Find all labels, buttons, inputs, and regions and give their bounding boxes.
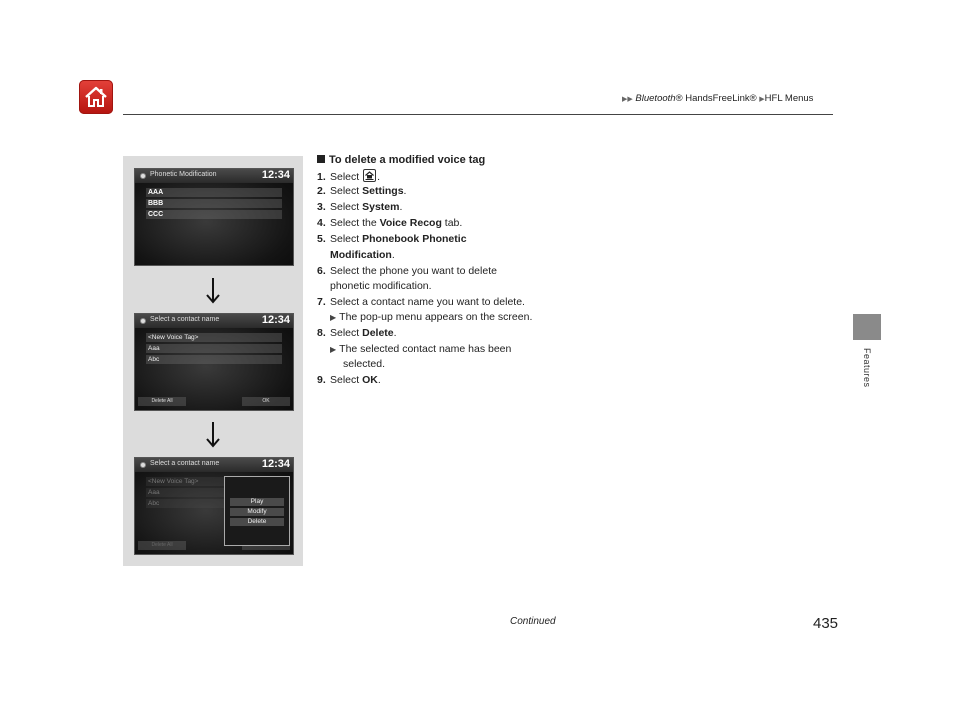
screen-clock: 12:34 [261, 169, 290, 181]
ok-button: OK [242, 397, 290, 406]
step-7-result: ▶ The pop-up menu appears on the screen. [330, 311, 533, 323]
breadcrumb-part1: Bluetooth [635, 93, 676, 104]
screen-select-contact-popup [134, 457, 294, 555]
step-2: 2. Select Settings. [317, 185, 407, 197]
down-arrow-icon [206, 278, 220, 304]
list-item: Abc [146, 499, 282, 508]
step-8-result-continued: selected. [343, 358, 386, 370]
step-5-continued: Modification. [330, 249, 395, 261]
step-7: 7. Select a contact name you want to delete. [317, 296, 525, 308]
footer-continued: Continued [510, 616, 556, 627]
down-arrow-icon [206, 422, 220, 448]
list-item: <New Voice Tag> [146, 477, 282, 486]
header-rule [123, 114, 833, 115]
list-item: Abc [146, 355, 282, 364]
screen-clock: 12:34 [261, 314, 290, 326]
list-item: AAA [146, 188, 282, 197]
delete-all-button: Delete All [138, 397, 186, 406]
list-item: Aaa [146, 488, 282, 497]
screen-clock: 12:34 [261, 458, 290, 470]
breadcrumb-part1-suffix: ® HandsFreeLink® [675, 93, 757, 104]
figure-panel [123, 156, 303, 566]
list-item: BBB [146, 199, 282, 208]
screen-header [135, 314, 293, 328]
square-bullet-icon [317, 155, 325, 163]
popup-item-delete: Delete [230, 518, 284, 526]
step-3: 3. Select System. [317, 201, 403, 213]
screen-dot-icon [140, 318, 146, 324]
popup-item-play: Play [230, 498, 284, 506]
step-9: 9. Select OK. [317, 374, 381, 386]
home-logo-icon [79, 80, 113, 114]
screen-title: Select a contact name [150, 316, 220, 323]
section-title: To delete a modified voice tag [317, 154, 485, 166]
step-4: 4. Select the Voice Recog tab. [317, 217, 463, 229]
breadcrumb-arrow-icon: ▶ [759, 96, 765, 103]
step-8-result: ▶ The selected contact name has been [330, 343, 512, 355]
list-item: <New Voice Tag> [146, 333, 282, 342]
list-item: Aaa [146, 344, 282, 353]
screen-dot-icon [140, 173, 146, 179]
popup-item-modify: Modify [230, 508, 284, 516]
side-tab-label: Features [862, 348, 872, 388]
screen-select-contact [134, 313, 294, 411]
screen-header [135, 458, 293, 472]
list-item: CCC [146, 210, 282, 219]
step-1: 1. Select . [317, 171, 381, 183]
screen-title: Select a contact name [150, 460, 220, 467]
breadcrumb-arrow-icon: ▶▶ [622, 96, 633, 103]
step-5: 5. Select Phonebook Phonetic [317, 233, 467, 245]
screen-phonetic-modification [134, 168, 294, 266]
step-6-continued: phonetic modification. [330, 280, 432, 292]
side-tab-marker [853, 314, 881, 340]
popup-menu [224, 476, 290, 546]
breadcrumb-part2: HFL Menus [764, 93, 814, 104]
result-arrow-icon: ▶ [330, 345, 337, 354]
step-8: 8. Select Delete. [317, 327, 397, 339]
page-number: 435 [813, 615, 839, 632]
screen-dot-icon [140, 462, 146, 468]
home-button-icon [363, 169, 376, 182]
screen-title: Phonetic Modification [150, 171, 217, 178]
screen-header [135, 169, 293, 183]
breadcrumb [622, 93, 813, 104]
delete-all-button: Delete All [138, 541, 186, 550]
result-arrow-icon: ▶ [330, 313, 337, 322]
step-6: 6. Select the phone you want to delete [317, 265, 497, 277]
